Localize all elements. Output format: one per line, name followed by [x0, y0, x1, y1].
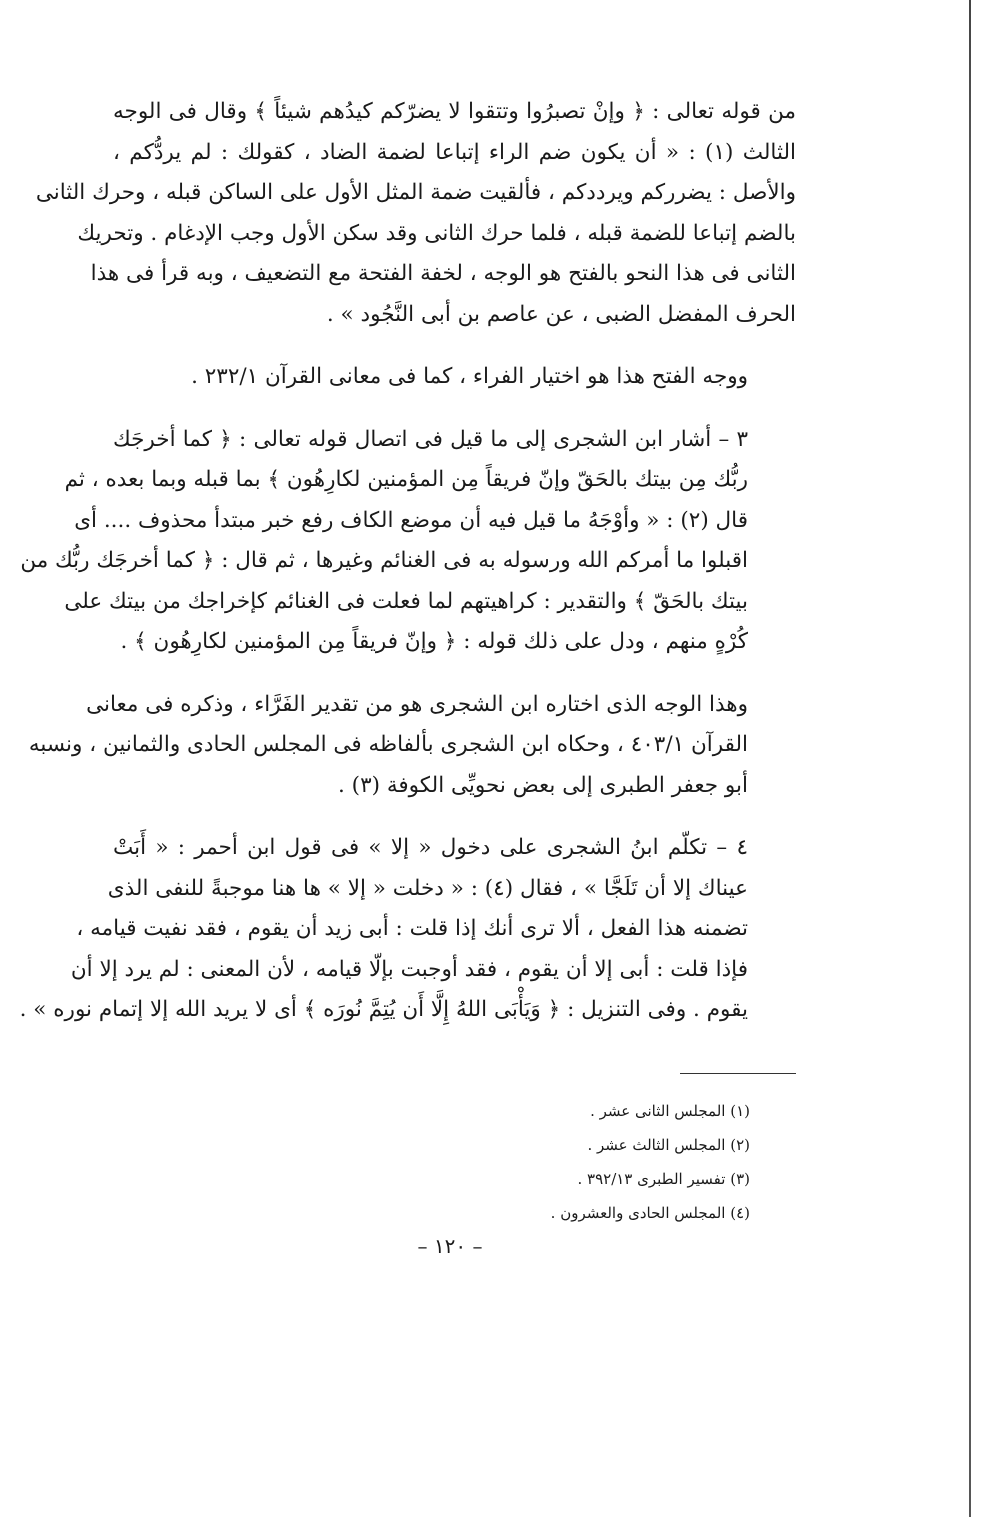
- footnotes: [300, 1094, 750, 1230]
- paragraph: [19, 828, 796, 1031]
- main-text: [19, 92, 796, 1053]
- text-line: فإذا قلت : أبى إلا أن يقوم ، فقد أوجبت بإلّا قيامه ، لأن المعنى : لم يرد إلا أن: [70, 956, 748, 982]
- paragraph: [28, 685, 796, 807]
- text-line: الثانى فى هذا النحو بالفتح هو الوجه ، لخفة الفتحة مع التضعيف ، وبه قرأ فى هذا: [90, 261, 796, 286]
- footnote: (١) المجلس الثانى عشر .: [590, 1102, 750, 1120]
- text-line: اقبلوا ما أمركم الله ورسوله به فى الغنائم وغيرها ، ثم قال : ﴿ كما أخرجَك ربُّك من: [20, 548, 748, 573]
- paragraph: [20, 420, 796, 663]
- paragraph: [113, 357, 796, 398]
- text-line: بالضم إتباعا للضمة قبله ، فلما حرك الثانى وقد سكن الأول وجب الإدغام . وتحريك: [77, 220, 796, 246]
- text-line: الثالث (١) : « أن يكون ضم الراء إتباعا لضمة الضاد ، كقولك : لم يردُّكم ،: [113, 139, 796, 165]
- footnote: (٣) تفسير الطبرى ٣٩٢/١٣ .: [577, 1170, 750, 1188]
- footnote-separator: [680, 1073, 796, 1074]
- text-line: من قوله تعالى : ﴿ وإنْ تصبرُوا وتتقوا لا يضرّكم كيدُهم شيئاً ﴾ وقال فى الوجه: [113, 99, 796, 124]
- text-line: بيتك بالحَقّ ﴾ والتقدير : كراهيتهم لما فعلت فى الغنائم كإخراجك من بيتك على: [64, 588, 748, 614]
- paragraph: [35, 92, 796, 335]
- page-edge-shadow: [969, 0, 971, 1517]
- text-line: أبو جعفر الطبرى إلى بعض نحويِّى الكوفة (٣) .: [338, 772, 748, 798]
- text-line: القرآن ٤٠٣/١ ، وحكاه ابن الشجرى بألفاظه فى المجلس الحادى والثمانين ، ونسبه: [28, 732, 748, 757]
- page-number: – ١٢٠ –: [417, 1234, 483, 1258]
- text-line: تضمنه هذا الفعل ، ألا ترى أنك إذا قلت : أبى زيد أن يقوم ، فقد نفيت قيامه ،: [76, 916, 748, 941]
- footnote: (٤) المجلس الحادى والعشرون .: [550, 1204, 750, 1222]
- text-line: كُرْهٍ منهم ، ودل على ذلك قوله : ﴿ وإنّ فريقاً مِن المؤمنين لكارِهُون ﴾ .: [120, 629, 748, 654]
- text-line: ٣ – أشار ابن الشجرى إلى ما قيل فى اتصال قوله تعالى : ﴿ كما أخرجَك: [113, 426, 748, 452]
- text-line: وهذا الوجه الذى اختاره ابن الشجرى هو من تقدير الفَرَّاء ، وذكره فى معانى: [86, 691, 748, 717]
- text-line: عيناك إلا أن تَلَجَّا » ، فقال (٤) : « دخلت « إلا » ها هنا موجبةً للنفى الذى: [107, 875, 748, 901]
- text-line: والأصل : يضرركم ويرددكم ، فألقيت ضمة المثل الأول على الساكن قبله ، وحرك الثانى: [35, 180, 796, 205]
- footnote: (٢) المجلس الثالث عشر .: [587, 1136, 750, 1154]
- text-line: يقوم . وفى التنزيل : ﴿ وَيَأْبَى اللهُ إِلَّا أَن يُتِمَّ نُورَه ﴾ أى لا يريد الله إلا إتمام نوره » .: [19, 997, 748, 1022]
- text-line: ٤ – تكلّم ابنُ الشجرى على دخول « إلا » فى قول ابن أحمر : « أَبَتْ: [113, 835, 748, 860]
- text-line: ربُّك مِن بيتك بالحَقّ وإنّ فريقاً مِن المؤمنين لكارِهُون ﴾ بما قبله وبما بعده ، ثم: [64, 467, 748, 492]
- text-line: ووجه الفتح هذا هو اختيار الفراء ، كما فى معانى القرآن ٢٣٢/١ .: [191, 364, 748, 389]
- text-line: الحرف المفضل الضبى ، عن عاصم بن أبى النَّجُود » .: [326, 301, 796, 327]
- text-line: قال (٢) : « وأوْجَهُ ما قيل فيه أن موضع الكاف رفع خبر مبتدأ محذوف .... أى: [74, 507, 748, 533]
